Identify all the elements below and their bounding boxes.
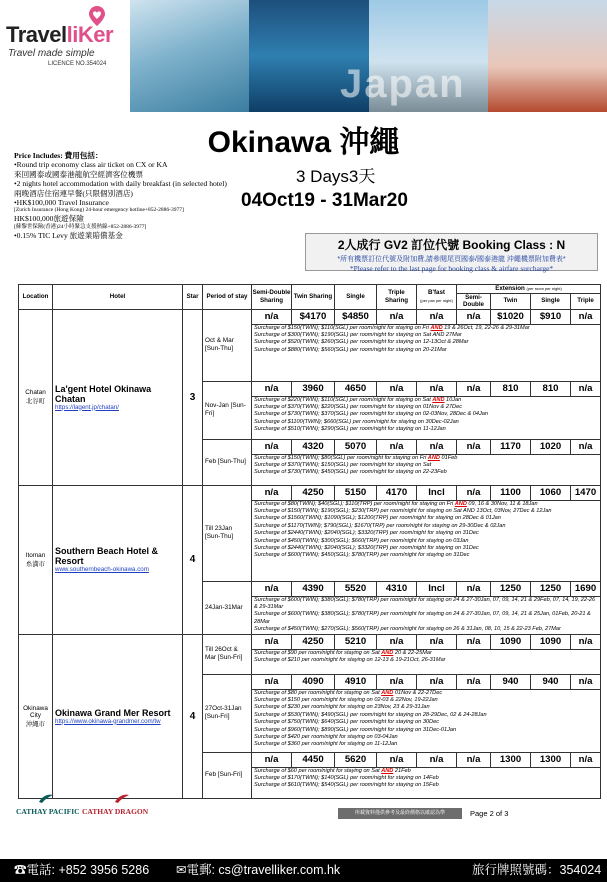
page-title: Okinawa 沖繩 bbox=[207, 126, 400, 159]
hotel-location: Itoman 糸満市 bbox=[19, 485, 53, 634]
disclaimer-note: 所載資料僅供參考及最終價格以確認為準 bbox=[338, 808, 462, 819]
price-cell: $4170 bbox=[292, 309, 335, 324]
surcharge-notes: Surcharge of $60 per room/night for staying on Sat AND 21Feb Surcharge of $170(TWIN); $140(SGL) per room/night for staying on 14Feb Surcharge of $610(TWIN); $540(SGL) per room/night for staying on 15Feb bbox=[252, 767, 601, 798]
price-cell: n/a bbox=[377, 381, 417, 396]
price-cell: n/a bbox=[571, 381, 601, 396]
hotel-link[interactable]: https://lagent.jp/chatan/ bbox=[55, 403, 119, 411]
price-cell: n/a bbox=[571, 634, 601, 649]
price-row bbox=[19, 309, 601, 324]
price-cell: 5520 bbox=[335, 581, 377, 596]
period-of-stay: 27Oct-31Jan [Sun-Fri] bbox=[203, 674, 252, 752]
includes-line: 來回國泰或國泰港龍航空經濟客位機票 bbox=[14, 169, 144, 179]
price-cell: $910 bbox=[531, 309, 571, 324]
hotel-name: Southern Beach Hotel & Resort bbox=[55, 546, 159, 567]
price-includes bbox=[14, 151, 269, 240]
and-marker: AND bbox=[381, 649, 394, 656]
price-cell: 940 bbox=[491, 674, 531, 689]
price-cell: n/a bbox=[457, 309, 491, 324]
price-cell: 4320 bbox=[292, 439, 335, 454]
price-cell: 4090 bbox=[292, 674, 335, 689]
booking-class-box bbox=[305, 233, 598, 271]
price-cell: 1020 bbox=[531, 439, 571, 454]
hotel-star: 3 bbox=[183, 309, 203, 485]
price-row bbox=[19, 485, 601, 500]
hotel-star: 4 bbox=[183, 485, 203, 634]
price-cell: n/a bbox=[377, 674, 417, 689]
hotel-link[interactable]: https://www.okinawa-grandmer.com/tw bbox=[55, 717, 161, 725]
and-marker: AND bbox=[381, 689, 394, 696]
price-cell: n/a bbox=[457, 674, 491, 689]
contact-bar bbox=[0, 859, 607, 882]
price-cell: Incl bbox=[417, 485, 457, 500]
price-cell: 1170 bbox=[491, 439, 531, 454]
price-row bbox=[19, 634, 601, 649]
price-cell: n/a bbox=[571, 674, 601, 689]
cathay-dragon-brushwing-icon bbox=[114, 793, 130, 804]
period-of-stay: Nov-Jan [Sun-Fri] bbox=[203, 381, 252, 439]
price-cell: n/a bbox=[457, 381, 491, 396]
period-of-stay: Feb [Sun-Thu] bbox=[203, 439, 252, 485]
price-cell: 5150 bbox=[335, 485, 377, 500]
hotel-name: La'gent Hotel Okinawa Chatan bbox=[55, 383, 152, 404]
price-cell: n/a bbox=[252, 752, 292, 767]
includes-line: •2 nights hotel accommodation with daily breakfast (in selected hotel) bbox=[14, 179, 227, 189]
logo-wordmark: TravelliKer bbox=[6, 22, 114, 47]
col-breakfast: B'fast (per pax per night) bbox=[417, 285, 457, 310]
price-cell: $1020 bbox=[491, 309, 531, 324]
price-cell: 4250 bbox=[292, 485, 335, 500]
col-hotel: Hotel bbox=[53, 285, 183, 310]
includes-line: •HK$100,000 Travel Insurance bbox=[14, 198, 109, 208]
price-cell: 1300 bbox=[491, 752, 531, 767]
price-cell: $4850 bbox=[335, 309, 377, 324]
col-star: Star bbox=[183, 285, 203, 310]
hotel-location: Okinawa City 沖縄市 bbox=[19, 634, 53, 798]
price-cell: n/a bbox=[571, 439, 601, 454]
price-cell: 1690 bbox=[571, 581, 601, 596]
and-marker: AND bbox=[381, 767, 394, 774]
price-cell: 1250 bbox=[491, 581, 531, 596]
period-of-stay: 24Jan-31Mar bbox=[203, 581, 252, 634]
licence-number: LICENCE NO.354024 bbox=[48, 61, 107, 67]
price-cell: 4310 bbox=[377, 581, 417, 596]
col-ext-twin: Twin bbox=[491, 293, 531, 309]
col-twin: Twin Sharing bbox=[292, 285, 335, 310]
table-header-row bbox=[19, 285, 601, 294]
price-cell: 1060 bbox=[531, 485, 571, 500]
period-of-stay: Till 26Oct & Mar [Sun-Fri] bbox=[203, 634, 252, 674]
includes-line: •Round trip economy class air ticket on CX or KA bbox=[14, 160, 168, 170]
price-cell: n/a bbox=[252, 634, 292, 649]
and-marker: AND bbox=[427, 454, 440, 461]
price-cell: n/a bbox=[377, 439, 417, 454]
col-extension: Extension (per room per night) bbox=[457, 285, 601, 294]
price-cell: n/a bbox=[377, 752, 417, 767]
price-cell: n/a bbox=[417, 634, 457, 649]
price-cell: n/a bbox=[457, 581, 491, 596]
col-ext-triple: Triple bbox=[571, 293, 601, 309]
price-cell: n/a bbox=[252, 439, 292, 454]
price-cell: n/a bbox=[252, 581, 292, 596]
hotel-star: 4 bbox=[183, 634, 203, 798]
and-marker: AND bbox=[432, 396, 445, 403]
price-cell: 4650 bbox=[335, 381, 377, 396]
col-ext-single: Single bbox=[531, 293, 571, 309]
insurance-hotline: [Zurich Insurance (Hong Kong) 24-hour emergency hotline+852-2886-3977] bbox=[14, 207, 184, 214]
cathay-dragon-logo: CATHAY DRAGON bbox=[82, 807, 149, 816]
logo-tagline: Travel made simple bbox=[8, 48, 95, 59]
price-cell: 4170 bbox=[377, 485, 417, 500]
price-cell: n/a bbox=[377, 634, 417, 649]
price-cell: n/a bbox=[571, 752, 601, 767]
trip-duration: 3 Days3天 bbox=[296, 167, 376, 186]
surcharge-notes: Surcharge of $150(TWIN); $80(SGL) per room/night for staying on Fri AND 01Feb Surcharge of $370(TWIN); $150(SGL) per room/night for staying on Sat Surcharge of $730(TWIN); $450(SGL) per room/night for staying on 22-23Feb bbox=[252, 454, 601, 485]
period-of-stay: Till 23Jan [Sun-Thu] bbox=[203, 485, 252, 581]
header bbox=[0, 0, 607, 115]
price-cell: n/a bbox=[571, 309, 601, 324]
col-semi-double: Semi-Double Sharing bbox=[252, 285, 292, 310]
price-cell: n/a bbox=[377, 309, 417, 324]
price-cell: n/a bbox=[417, 752, 457, 767]
airline-logos bbox=[16, 793, 186, 823]
price-cell: n/a bbox=[457, 439, 491, 454]
surcharge-notes: Surcharge of $80 per room/night for staying on Sat AND 01Nov & 22-27Dec Surcharge of $150 per room/night for staying on 02-03 & 22Nov, 19-22Jan Surcharge of $230 per room/night for staying on 23Nov, 23 & 29-31Jan Surcharge of $530(TWIN); $490(SGL) per room/night for staying on 28-29Dec, 02 & 24-28Jan Surcharge of $750(TWIN); $640(SGL) per room/night for staying on 30Dec Surcharge of $960(TWIN); $890(SGL) per room/night for staying on 31Dec-01Jan Surcharge of $420 per room/night for staying on 03-04Jan Surcharge of $360 per room/night for staying on 11-12Jan bbox=[252, 689, 601, 752]
surcharge-notes: Surcharge of $90 per room/night for staying on Sat AND 20 & 22-25Mar Surcharge of $210 per room/night for staying on 12-13 & 19-21Oct, 26-31Mar bbox=[252, 649, 601, 674]
banner-word: Japan bbox=[340, 62, 466, 106]
price-cell: 1090 bbox=[531, 634, 571, 649]
price-cell: n/a bbox=[417, 381, 457, 396]
price-cell: 5210 bbox=[335, 634, 377, 649]
surcharge-notes: Surcharge of $80(TWIN); $40(SGL); $110(TRP) per room/night for staying on Fri AND 09, 16 & 30Nov, 11 & 18Jan Surcharge of $150(TWIN); $190(SGL); $230(TRP) per room/night for staying on Sat AND 13Oct, 03Nov, 27Dec & 12Jan Surcharge of $1560(TWIN); $1090(SGL); $1200(TRP) per room/night for staying on 28Dec & 01Jan Surcharge of $1170(TWIN); $790(SGL); $1670(TRP) per room/night for staying on 29-30Dec & 02Jan Surcharge of $2440(TWIN); $2040(SGL); $3320(TRP) per room/night for staying on 31Dec Surcharge of $450(TWIN); $300(SGL); $660(TRP) per room/night for staying on 03Jan Surcharge of $2440(TWIN); $2040(SGL); $3320(TRP) per room/night for staying on 31Dec Surcharge of $600(TWIN); $450(SGL); $780(TRP) per room/night for staying on 31Dec bbox=[252, 500, 601, 581]
cathay-pacific-brushwing-icon bbox=[38, 793, 54, 804]
surcharge-notes: Surcharge of $600(TWIN); $380(SGL); $780(TRP) per room/night for staying on 24 & 27-30Jan, 07, 09, 14, 21 & 29Feb, 07, 14, 19, 22-26 & 29-31Mar Surcharge of $600(TWIN); $380(SGL); $780(TRP) per room/night for staying on 24 & 27-30Jan, 07, 09, 14, 21 & 25Jan, 01Feb, 20-21 & 28Mar Surcharge of $450(TWIN); $270(SGL); $560(TRP) per room/night for staying on 26 & 31Jan, 08, 10, 15 & 22-23 Feb, 27Mar bbox=[252, 596, 601, 634]
includes-line: 兩晚酒店住宿連早餐(只限個別酒店) bbox=[14, 188, 133, 198]
price-cell: 1250 bbox=[531, 581, 571, 596]
surcharge-notes: Surcharge of $220(TWIN); $110(SGL) per room/night for staying on Sat AND 10Jan Surcharge of $370(TWIN); $220(SGL) per room/night for staying on 01Nov & 27Dec Surcharge of $730(TWIN); $370(SGL) per room/night for staying on 02-03Nov, 28Dec & 04Jan Surcharge of $1100(TWIN); $660(SGL) per room/night for staying on 30Dec-02Jan Surcharge of $510(TWIN); $290(SGL) per room/night for staying on 11-12Jan bbox=[252, 396, 601, 439]
price-cell: 1100 bbox=[491, 485, 531, 500]
price-cell: 810 bbox=[491, 381, 531, 396]
email-address[interactable]: ✉電郵: cs@travelliker.com.hk bbox=[176, 863, 341, 877]
hotel-link[interactable]: www.southernbeach-okinawa.com bbox=[55, 566, 149, 574]
insurance-hotline-zh: [蘇黎世保險(香港)24小時緊急支援熱線+852-2886-3977] bbox=[14, 223, 147, 230]
price-cell: 940 bbox=[531, 674, 571, 689]
insurance-zh: HK$100,000旅遊保險 bbox=[14, 214, 84, 224]
price-cell: n/a bbox=[252, 381, 292, 396]
price-table bbox=[18, 284, 601, 799]
price-cell: n/a bbox=[417, 309, 457, 324]
hotel-location: Chatan 北谷町 bbox=[19, 309, 53, 485]
logo[interactable] bbox=[0, 0, 130, 115]
col-triple: Triple Sharing bbox=[377, 285, 417, 310]
hotel-name: Okinawa Grand Mer Resort bbox=[55, 707, 171, 718]
price-cell: n/a bbox=[457, 485, 491, 500]
booking-note-en: *Please refer to the last page for booking class & airfare surcharge* bbox=[349, 264, 554, 273]
banner-photo-castle bbox=[488, 0, 607, 112]
col-period: Period of stay bbox=[203, 285, 252, 310]
price-cell: 3960 bbox=[292, 381, 335, 396]
price-cell: 5070 bbox=[335, 439, 377, 454]
page-number: Page 2 of 3 bbox=[470, 809, 509, 818]
hotel-cell bbox=[53, 309, 183, 485]
col-single: Single bbox=[335, 285, 377, 310]
tic-levy: •0.15% TIC Levy 旅遊業賠償基金 bbox=[14, 230, 123, 240]
price-cell: 4250 bbox=[292, 634, 335, 649]
period-of-stay: Oct & Mar [Sun-Thu] bbox=[203, 309, 252, 381]
price-cell: n/a bbox=[252, 309, 292, 324]
price-cell: 1300 bbox=[531, 752, 571, 767]
price-cell: n/a bbox=[252, 674, 292, 689]
price-cell: 1090 bbox=[491, 634, 531, 649]
price-cell: n/a bbox=[252, 485, 292, 500]
and-marker: AND bbox=[454, 500, 467, 507]
price-cell: n/a bbox=[457, 752, 491, 767]
price-cell: 1470 bbox=[571, 485, 601, 500]
hotel-cell bbox=[53, 485, 183, 634]
includes-heading: Price Includes: 費用包括： bbox=[14, 151, 103, 160]
price-cell: n/a bbox=[417, 674, 457, 689]
price-cell: 4910 bbox=[335, 674, 377, 689]
col-location: Location bbox=[19, 285, 53, 310]
cathay-pacific-logo: CATHAY PACIFIC bbox=[16, 807, 80, 816]
travel-licence: 旅行牌照號碼：354024 bbox=[472, 863, 602, 877]
booking-note-zh: *所有機票訂位代號及附加費,請參閱尾頁國泰/國泰港龍 沖繩機票附加費表* bbox=[337, 256, 566, 263]
price-cell: n/a bbox=[457, 634, 491, 649]
price-cell: 4450 bbox=[292, 752, 335, 767]
col-ext-semi: Semi-Double bbox=[457, 293, 491, 309]
price-cell: 810 bbox=[531, 381, 571, 396]
price-cell: n/a bbox=[417, 439, 457, 454]
price-cell: 5620 bbox=[335, 752, 377, 767]
period-of-stay: Feb [Sun-Fri] bbox=[203, 752, 252, 798]
price-cell: 4390 bbox=[292, 581, 335, 596]
travel-dates: 04Oct19 - 31Mar20 bbox=[241, 190, 408, 211]
and-marker: AND bbox=[430, 324, 443, 331]
price-cell: Incl bbox=[417, 581, 457, 596]
hotel-cell bbox=[53, 634, 183, 798]
banner-photo-coast bbox=[130, 0, 249, 112]
phone-number[interactable]: ☎電話: +852 3956 5286 bbox=[14, 863, 150, 877]
booking-class: 2人成行 GV2 訂位代號 Booking Class : N bbox=[337, 238, 566, 252]
surcharge-notes: Surcharge of $150(TWIN); $110(SGL) per room/night for staying on Fri AND 19 & 26Oct, 19, 22-26 & 29-31Mar Surcharge of $300(TWIN); $190(SGL) per room/night for staying on Sat AND 27Mar Surcharge of $520(TWIN); $260(SGL) per room/night for staying on 12-13Oct & 28Mar Surcharge of $880(TWIN); $560(SGL) per room/night for staying on 20-21Mar bbox=[252, 324, 601, 381]
